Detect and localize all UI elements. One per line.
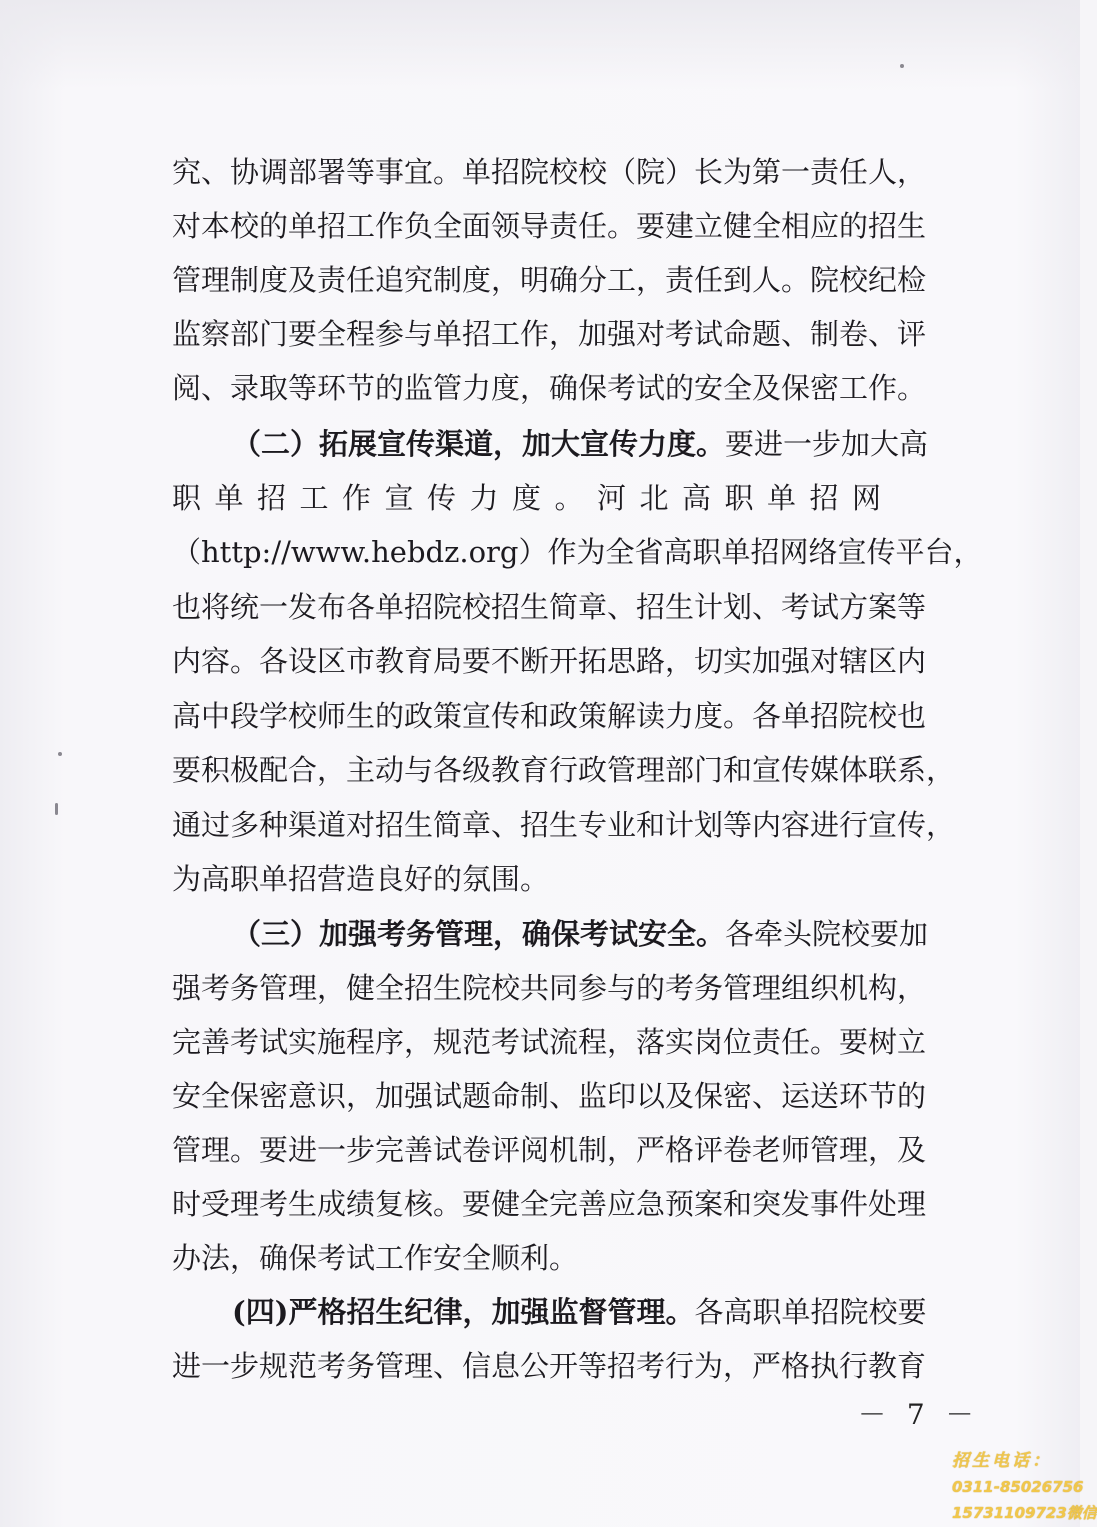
text-run: 职单招工作宣传力度。河北高职单招网 [172,481,895,515]
text-line: 进一步规范考务管理、信息公开等招考行为，严格执行教育 [172,1349,927,1383]
text-line-spaced [172,470,928,526]
scan-speck [58,752,62,756]
text-line: 时受理考生成绩复核。要健全完善应急预案和突发事件处理 [172,1187,927,1221]
section-heading-line [232,1284,926,1340]
text-line: 管理。要进一步完善试卷评阅机制，严格评卷老师管理，及 [172,1133,927,1167]
scan-speck [900,64,904,68]
section-heading: （二）拓展宣传渠道，加大宣传力度。 [232,427,726,461]
text-line: 管理制度及责任追究制度，明确分工，责任到人。院校纪检 [172,263,927,297]
watermark-label: 招生电话： [952,1451,1052,1471]
text-line: 办法，确保考试工作安全顺利。 [172,1241,579,1275]
watermark-phone: 15731109723微信 [952,1504,1097,1522]
text-line: 为高职单招营造良好的氛围。 [172,862,550,896]
text-run: 各牵头院校要加 [725,917,929,951]
page-number: － 7 － [858,1398,980,1431]
section-heading: (四)严格招生纪律，加强监督管理。 [232,1295,695,1329]
text-line: 高中段学校师生的政策宣传和政策解读力度。各单招院校也 [172,699,927,733]
text-line: 监察部门要全程参与单招工作，加强对考试命题、制卷、评 [172,317,927,351]
section-heading-line [232,416,928,472]
text-line: 对本校的单招工作负全面领导责任。要建立健全相应的招生 [172,209,927,243]
watermark-phone: 0311-85026756 [952,1478,1084,1496]
section-heading: （三）加强考务管理，确保考试安全。 [232,917,726,951]
section-heading-line [232,906,928,962]
scan-shadow [0,0,1080,90]
text-line: 内容。各设区市教育局要不断开拓思路，切实加强对辖区内 [172,644,927,678]
text-line: （http://www.hebdz.org）作为全省高职单招网络宣传平台， [172,535,983,569]
text-run: 各高职单招院校要 [694,1295,927,1329]
text-line: 要积极配合，主动与各级教育行政管理部门和宣传媒体联系， [172,753,956,787]
contact-watermark [952,1448,1097,1526]
text-line: 也将统一发布各单招院校招生简章、招生计划、考试方案等 [172,590,927,624]
text-run: 要进一步加大高 [725,427,929,461]
text-line: 阅、录取等环节的监管力度，确保考试的安全及保密工作。 [172,371,927,405]
text-line: 强考务管理，健全招生院校共同参与的考务管理组织机构， [172,971,927,1005]
text-line: 通过多种渠道对招生简章、招生专业和计划等内容进行宣传， [172,808,956,842]
scan-speck [55,803,58,815]
text-line: 究、协调部署等事宜。单招院校校（院）长为第一责任人， [172,155,927,189]
text-line: 安全保密意识，加强试题命制、监印以及保密、运送环节的 [172,1079,927,1113]
text-line: 完善考试实施程序，规范考试流程，落实岗位责任。要树立 [172,1025,927,1059]
